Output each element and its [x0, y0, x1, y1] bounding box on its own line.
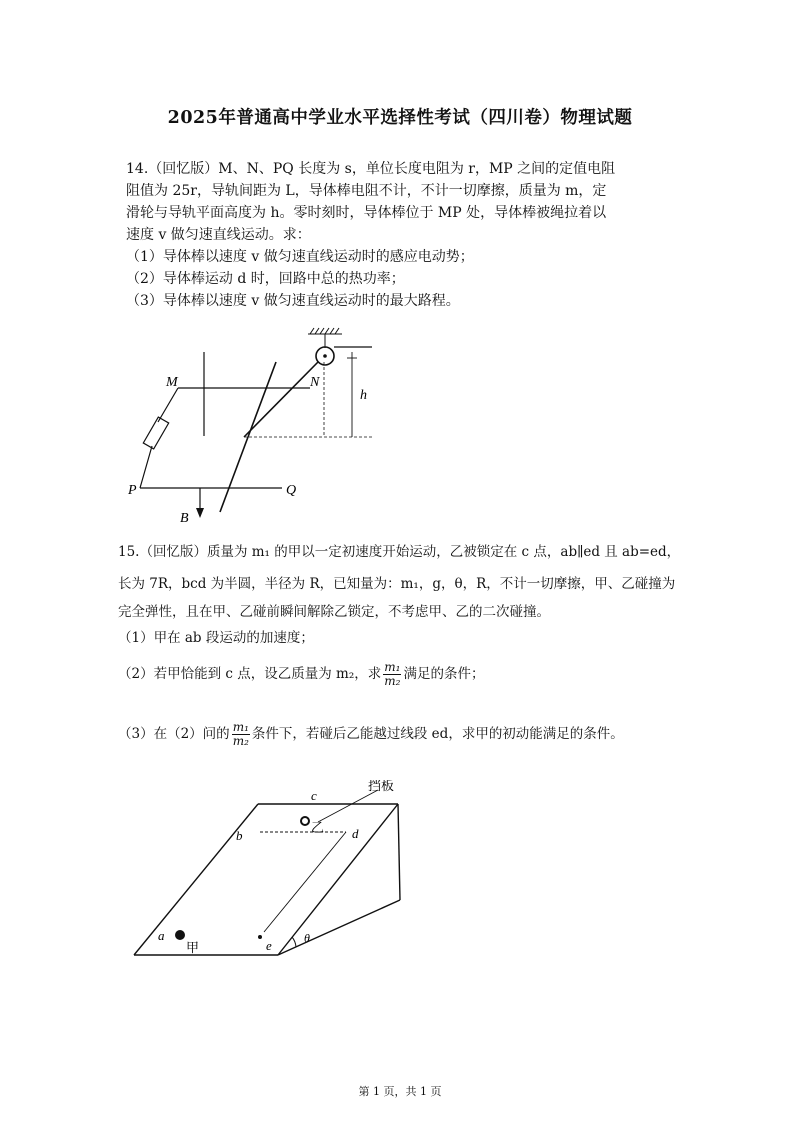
label-baffle: 挡板 — [368, 780, 395, 793]
rope — [244, 362, 318, 437]
q15-sub-3-pre: （3）在（2）问的 — [118, 726, 230, 742]
mass-ratio-fraction — [383, 661, 401, 688]
frac-den: m₂ — [384, 674, 401, 688]
label-Q: Q — [286, 483, 297, 498]
frac-num: m₁ — [384, 660, 401, 674]
q14-line-1: 14.（回忆版）M、N、PQ 长度为 s，单位长度电阻为 r，MP 之间的定值电阻 — [126, 161, 616, 177]
theta-arc — [292, 937, 296, 947]
label-jia: 甲 — [186, 940, 200, 955]
label-theta: θ — [304, 931, 310, 945]
q14-sub-1: （1）导体棒以速度 v 做匀速直线运动时的感应电动势； — [126, 249, 474, 265]
q14-line-3: 滑轮与导轨平面高度为 h。零时刻时，导体棒位于 MP 处，导体棒被绳拉着以 — [126, 205, 607, 221]
mass-ratio-fraction-2 — [232, 721, 250, 748]
field-arrow — [196, 508, 204, 518]
label-d: d — [352, 826, 359, 841]
wedge-vertical — [398, 804, 400, 900]
rail-pulley-diagram — [120, 322, 400, 532]
label-e: e — [266, 938, 272, 953]
label-b: b — [236, 828, 243, 843]
track-de — [264, 832, 346, 932]
label-c: c — [311, 788, 317, 803]
conductor-rod — [220, 362, 276, 512]
question-14 — [126, 158, 686, 312]
q15-sub-3 — [118, 712, 688, 756]
q15-sub-2-post: 满足的条件； — [403, 666, 485, 682]
q15-line-3: 完全弹性，且在甲、乙碰前瞬间解除乙锁定，不考虑甲、乙的二次碰撞。 — [118, 604, 550, 620]
label-a: a — [158, 928, 165, 943]
ball-jia — [175, 930, 185, 940]
point-e — [258, 935, 262, 939]
q15-line-2: 长为 7R，bcd 为半圆，半径为 R，已知量为：m₁，g，θ，R，不计一切摩擦，甲、乙碰撞为 — [118, 576, 676, 592]
q15-line-1: 15.（回忆版）质量为 m₁ 的甲以一定初速度开始运动，乙被锁定在 c 点，ab∥ed 且 ab=ed， — [118, 544, 681, 560]
ceiling-hatch — [308, 328, 342, 348]
q15-sub-3-post: 条件下，若碰后乙能越过线段 ed，求甲的初动能满足的条件。 — [251, 726, 624, 742]
label-h: h — [360, 388, 367, 403]
q14-line-2: 阻值为 25r，导轨间距为 L，导体棒电阻不计，不计一切摩擦，质量为 m，定 — [126, 183, 607, 199]
q14-line-4: 速度 v 做匀速直线运动。求： — [126, 227, 311, 243]
q14-sub-3: （3）导体棒以速度 v 做匀速直线运动时的最大路程。 — [126, 293, 460, 309]
question-15 — [118, 536, 688, 756]
figure-q15 — [128, 780, 428, 969]
page-title: 2025年普通高中学业水平选择性考试（四川卷）物理试题 — [167, 108, 633, 128]
wire-m-resistor — [158, 388, 178, 422]
ball-yi — [301, 817, 309, 825]
baffle-pointer — [318, 790, 378, 822]
incline-diagram — [128, 780, 428, 965]
label-N: N — [310, 375, 320, 390]
incline-left-edge — [134, 804, 258, 955]
q14-sub-2: （2）导体棒运动 d 时，回路中总的热功率； — [126, 271, 405, 287]
pulley-axle — [323, 354, 327, 358]
frac-den-2: m₂ — [232, 734, 249, 748]
incline-right-edge — [278, 804, 398, 955]
page-footer: 第 1 页，共 1 页 — [358, 1085, 442, 1098]
q15-sub-2 — [118, 652, 688, 696]
frac-num-2: m₁ — [232, 720, 249, 734]
label-yi: 乙 — [311, 820, 325, 835]
q15-sub-1: （1）甲在 ab 段运动的加速度； — [118, 630, 314, 646]
label-P: P — [128, 483, 137, 498]
resistor — [143, 417, 168, 449]
label-B: B — [180, 511, 189, 526]
wire-resistor-p — [140, 446, 152, 488]
q15-sub-2-pre: （2）若甲恰能到 c 点，设乙质量为 m₂，求 — [118, 666, 382, 682]
label-M: M — [166, 375, 178, 390]
figure-q14 — [120, 322, 400, 536]
